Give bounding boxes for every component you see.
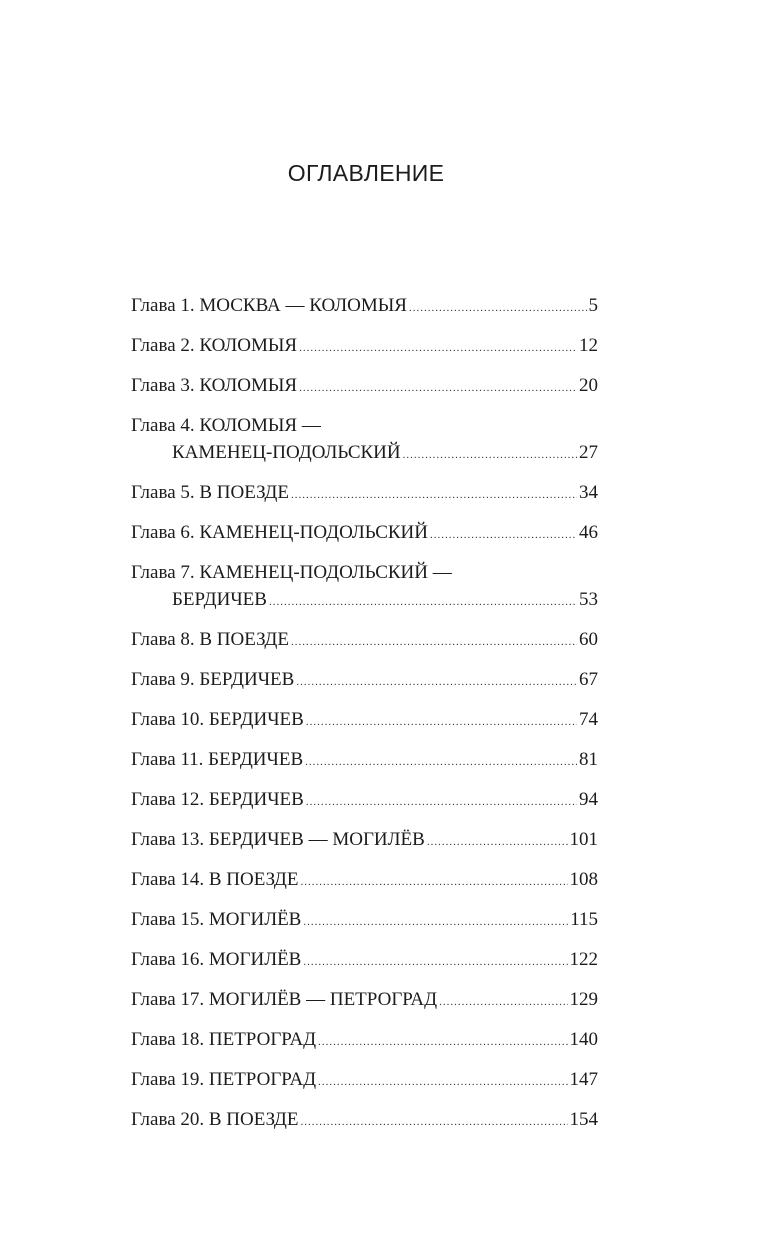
dot-leader xyxy=(305,749,577,776)
toc-entry[interactable] xyxy=(131,372,598,402)
dot-leader xyxy=(269,589,577,616)
toc-entry-page-number: 46 xyxy=(579,522,598,543)
toc-entry-line xyxy=(131,1106,598,1136)
dot-leader xyxy=(306,709,577,736)
dot-leader xyxy=(409,295,587,322)
toc-entry-page-number: 101 xyxy=(569,829,598,850)
dot-leader xyxy=(430,522,577,549)
toc-entry[interactable] xyxy=(131,946,598,976)
toc-entry[interactable] xyxy=(131,906,598,936)
toc-entry-title: Глава 20. В ПОЕЗДЕ xyxy=(131,1109,299,1130)
toc-entry-line xyxy=(131,559,598,586)
toc-entry[interactable] xyxy=(131,626,598,656)
toc-entry-title: Глава 1. МОСКВА — КОЛОМЫЯ xyxy=(131,295,407,316)
toc-entry-page-number: 147 xyxy=(569,1069,598,1090)
toc-entry-line-continued xyxy=(131,586,598,616)
toc-entry[interactable] xyxy=(131,866,598,896)
toc-entry-title: Глава 11. БЕРДИЧЕВ xyxy=(131,749,304,770)
toc-entry-line xyxy=(131,332,598,362)
toc-entry-title: Глава 3. КОЛОМЫЯ xyxy=(131,375,298,396)
toc-entry-page-number: 34 xyxy=(579,482,598,503)
dot-leader xyxy=(318,1069,567,1096)
dot-leader xyxy=(291,482,577,509)
toc-entry-page-number: 27 xyxy=(579,442,598,463)
dot-leader xyxy=(291,629,577,656)
toc-entry-page-number: 20 xyxy=(579,375,598,396)
dot-leader xyxy=(306,789,577,816)
toc-entry-title: Глава 14. В ПОЕЗДЕ xyxy=(131,869,299,890)
toc-entry-title: Глава 15. МОГИЛЁВ xyxy=(131,909,302,930)
toc-entry-page-number: 74 xyxy=(579,709,598,730)
toc-entry-title: Глава 8. В ПОЕЗДЕ xyxy=(131,629,290,650)
toc-entry-title: Глава 7. КАМЕНЕЦ-ПОДОЛЬСКИЙ — xyxy=(131,562,452,583)
toc-entry-page-number: 140 xyxy=(569,1029,598,1050)
toc-entry-title: Глава 4. КОЛОМЫЯ — xyxy=(131,415,321,436)
toc-entry-line xyxy=(131,1066,598,1096)
toc-entry-title: Глава 18. ПЕТРОГРАД xyxy=(131,1029,317,1050)
toc-entry[interactable] xyxy=(131,332,598,362)
page-title: ОГЛАВЛЕНИЕ xyxy=(287,160,445,186)
toc-entry[interactable] xyxy=(131,666,598,696)
toc-entry-page-number: 122 xyxy=(569,949,598,970)
toc-entry-title: Глава 9. БЕРДИЧЕВ xyxy=(131,669,295,690)
toc-entry-line xyxy=(131,746,598,776)
toc-entry-title-continued: БЕРДИЧЕВ xyxy=(172,589,267,610)
toc-entry[interactable] xyxy=(131,292,598,322)
toc-entry-page-number: 12 xyxy=(579,335,598,356)
toc-entry-line xyxy=(131,292,598,322)
toc-entry-page-number: 60 xyxy=(579,629,598,650)
toc-entry-page-number: 81 xyxy=(579,749,598,770)
dot-leader xyxy=(301,869,568,896)
toc-entry-line xyxy=(131,986,598,1016)
toc-entry-page-number: 53 xyxy=(579,589,598,610)
toc-entry[interactable] xyxy=(131,986,598,1016)
toc-entry[interactable] xyxy=(131,412,598,469)
toc-entry-line-continued xyxy=(131,439,598,469)
toc-entry-line xyxy=(131,706,598,736)
toc-entry-line xyxy=(131,412,598,439)
table-of-contents xyxy=(131,292,598,1146)
dot-leader xyxy=(299,335,577,362)
toc-entry[interactable] xyxy=(131,1026,598,1056)
toc-entry-title: Глава 12. БЕРДИЧЕВ xyxy=(131,789,304,810)
toc-entry-title: Глава 2. КОЛОМЫЯ xyxy=(131,335,298,356)
toc-entry[interactable] xyxy=(131,826,598,856)
dot-leader xyxy=(299,375,577,402)
toc-entry-page-number: 5 xyxy=(588,295,598,316)
toc-entry-title: Глава 5. В ПОЕЗДЕ xyxy=(131,482,290,503)
toc-entry-title: Глава 16. МОГИЛЁВ xyxy=(131,949,302,970)
dot-leader xyxy=(296,669,577,696)
toc-entry[interactable] xyxy=(131,706,598,736)
toc-entry-title: Глава 10. БЕРДИЧЕВ xyxy=(131,709,304,730)
toc-entry-line xyxy=(131,906,598,936)
toc-entry-page-number: 129 xyxy=(569,989,598,1010)
toc-entry-line xyxy=(131,866,598,896)
toc-entry[interactable] xyxy=(131,519,598,549)
toc-entry-title: Глава 19. ПЕТРОГРАД xyxy=(131,1069,317,1090)
toc-entry-line xyxy=(131,786,598,816)
toc-entry-line xyxy=(131,826,598,856)
toc-entry[interactable] xyxy=(131,746,598,776)
dot-leader xyxy=(427,829,568,856)
toc-entry-title-continued: КАМЕНЕЦ-ПОДОЛЬСКИЙ xyxy=(172,442,401,463)
dot-leader xyxy=(303,949,567,976)
toc-entry-page-number: 67 xyxy=(579,669,598,690)
dot-leader xyxy=(439,989,567,1016)
toc-entry-page-number: 108 xyxy=(569,869,598,890)
toc-entry-title: Глава 13. БЕРДИЧЕВ — МОГИЛЁВ xyxy=(131,829,425,850)
toc-entry[interactable] xyxy=(131,479,598,509)
toc-entry[interactable] xyxy=(131,559,598,616)
toc-entry-line xyxy=(131,626,598,656)
toc-entry-title: Глава 17. МОГИЛЁВ — ПЕТРОГРАД xyxy=(131,989,438,1010)
toc-entry-page-number: 115 xyxy=(570,909,598,930)
toc-entry-line xyxy=(131,1026,598,1056)
toc-entry-line xyxy=(131,479,598,509)
dot-leader xyxy=(403,442,577,469)
dot-leader xyxy=(301,1109,568,1136)
toc-entry-line xyxy=(131,519,598,549)
dot-leader xyxy=(318,1029,567,1056)
toc-entry-line xyxy=(131,946,598,976)
toc-entry[interactable] xyxy=(131,1106,598,1136)
toc-entry[interactable] xyxy=(131,1066,598,1096)
toc-entry-line xyxy=(131,372,598,402)
toc-entry-line xyxy=(131,666,598,696)
toc-entry-page-number: 94 xyxy=(579,789,598,810)
toc-entry[interactable] xyxy=(131,786,598,816)
toc-entry-title: Глава 6. КАМЕНЕЦ-ПОДОЛЬСКИЙ xyxy=(131,522,428,543)
toc-entry-page-number: 154 xyxy=(569,1109,598,1130)
dot-leader xyxy=(303,909,568,936)
